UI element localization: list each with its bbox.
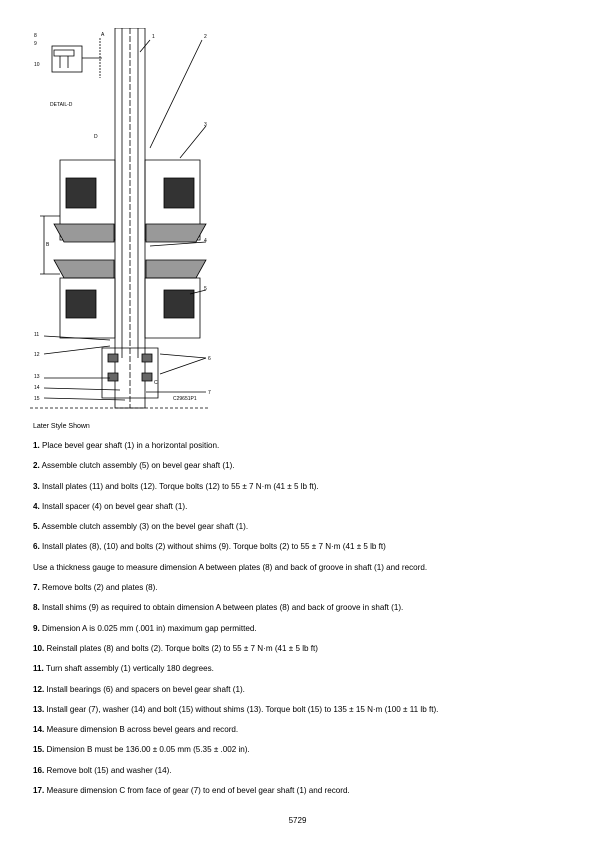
step-5: 5. Assemble clutch assembly (3) on the bevel gear shaft (1).	[33, 522, 249, 532]
callout-13: 13	[34, 374, 40, 380]
callout-1: 1	[152, 34, 155, 40]
step-8: 8. Install shims (9) as required to obtain dimension A between plates (8) and back of groove in shaft (1).	[33, 603, 404, 613]
detail-d-label: DETAIL-D	[50, 102, 73, 108]
step-6: 6. Install plates (8), (10) and bolts (2) without shims (9). Torque bolts (2) to 55 ± 7 N·m (41 ± 5 lb ft)	[33, 542, 386, 552]
step-9: 9. Dimension A is 0.025 mm (.001 in) maximum gap permitted.	[33, 623, 257, 633]
callout-9: 9	[34, 41, 37, 47]
callout-12: 12	[34, 352, 40, 358]
callout-6: 6	[208, 356, 211, 362]
procedure-steps	[33, 441, 573, 806]
callout-10: 10	[34, 62, 40, 68]
callout-5: 5	[204, 286, 207, 292]
callout-4: 4	[204, 238, 207, 244]
step-10: 10. Reinstall plates (8) and bolts (2). Torque bolts (2) to 55 ± 7 N·m (41 ± 5 lb ft)	[33, 643, 318, 653]
step-13: 13. Install gear (7), washer (14) and bolt (15) without shims (13). Torque bolt (15) to 135 ± 15 N·m (100 ± 11 lb ft).	[33, 704, 439, 714]
step-12: 12. Install bearings (6) and spacers on bevel gear shaft (1).	[33, 684, 245, 694]
dimension-b-label: B	[46, 242, 50, 248]
step-1: 1. Place bevel gear shaft (1) in a horizontal position.	[33, 441, 220, 450]
step-17: 17. Measure dimension C from face of gear (7) to end of bevel gear shaft (1) and record.	[33, 786, 350, 796]
callout-11: 11	[34, 332, 40, 338]
step-7: 7. Remove bolts (2) and plates (8).	[33, 583, 158, 593]
step-14: 14. Measure dimension B across bevel gears and record.	[33, 725, 239, 735]
step-4: 4. Install spacer (4) on bevel gear shaft (1).	[33, 501, 188, 511]
dimension-a-label: A	[101, 32, 105, 38]
shaft-assembly-illustration	[30, 28, 220, 416]
detail-d-marker: D	[94, 134, 98, 140]
callout-2: 2	[204, 34, 207, 40]
callout-8: 8	[34, 33, 37, 39]
figure-id: C29651P1	[173, 396, 197, 402]
figure-caption: Later Style Shown	[33, 423, 90, 430]
callout-14: 14	[34, 385, 40, 391]
step-3: 3. Install plates (11) and bolts (12). Torque bolts (12) to 55 ± 7 N·m (41 ± 5 lb ft).	[33, 481, 319, 491]
step-2: 2. Assemble clutch assembly (5) on bevel gear shaft (1).	[33, 461, 235, 471]
step-11: 11. Turn shaft assembly (1) vertically 180 degrees.	[33, 664, 214, 674]
callout-15: 15	[34, 396, 40, 402]
dimension-c-label: C	[154, 380, 158, 386]
step-6-note: Use a thickness gauge to measure dimension A between plates (8) and back of groove in shaft (1) and record.	[33, 562, 428, 572]
callout-7: 7	[208, 390, 211, 396]
step-15: 15. Dimension B must be 136.00 ± 0.05 mm (5.35 ± .002 in).	[33, 745, 250, 755]
shaft-cross-section-drawing	[30, 28, 220, 416]
page-number: 5729	[288, 816, 307, 825]
step-16: 16. Remove bolt (15) and washer (14).	[33, 765, 172, 775]
callout-3: 3	[204, 122, 207, 128]
